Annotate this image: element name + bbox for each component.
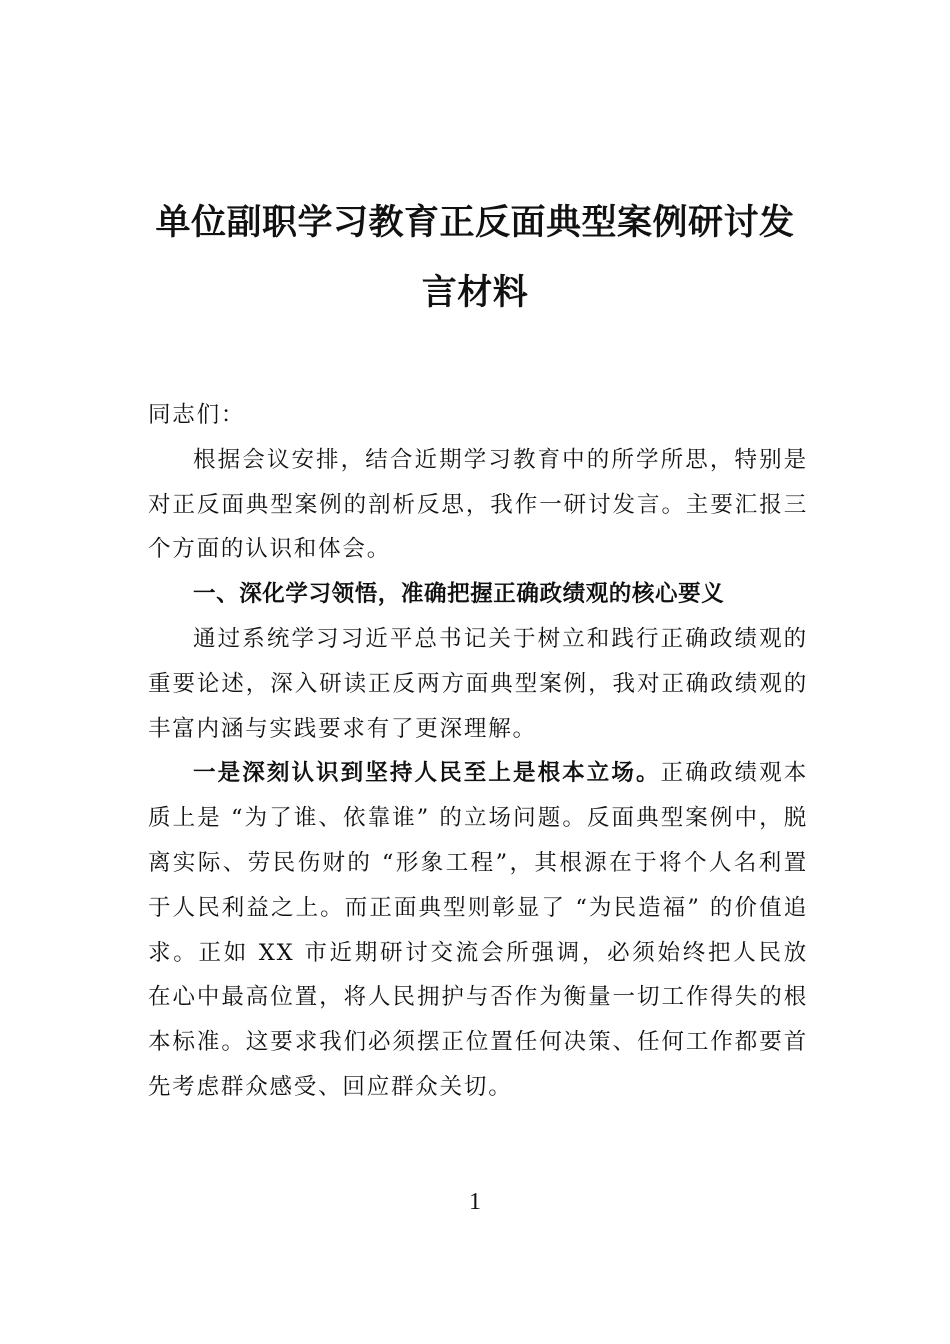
document-body (148, 393, 808, 1110)
document-title (145, 188, 805, 328)
title-line-1: 单位副职学习教育正反面典型案例研讨发 (155, 202, 795, 243)
point-1-lead: 一是深刻认识到坚持人民至上是根本立场。 (193, 760, 661, 787)
point-1-text: 正确政绩观本质上是 “为了谁、依靠谁” 的立场问题。反面典型案例中，脱离实际、劳民伤财的 “形象工程”，其根源在于将个人名利置于人民利益之上。而正面典型则彰显了 “为民造福” 的价值追求。正如 XX 市近期研讨交流会所强调，必须始终把人民放在心中最高位置，将人民拥护与否作为衡量一切工作得失的根本标准。这要求我们必须摆正位置任何决策、任何工作都要首先考虑群众感受、回应群众关切。 (148, 760, 809, 1100)
intro-paragraph: 根据会议安排，结合近期学习教育中的所学所思，特别是对正反面典型案例的剖析反思，我作一研讨发言。主要汇报三个方面的认识和体会。 (148, 446, 808, 563)
title-line-2: 言材料 (421, 272, 529, 313)
section-1-paragraph: 通过系统学习习近平总书记关于树立和践行正确政绩观的重要论述，深入研读正反两方面典型案例，我对正确政绩观的丰富内涵与实践要求有了更深理解。 (148, 625, 808, 742)
salutation: 同志们： (148, 402, 246, 428)
page-number: 1 (469, 1189, 481, 1215)
point-1-paragraph (148, 751, 808, 1109)
section-1-heading: 一、深化学习领悟，准确把握正确政绩观的核心要义 (193, 581, 725, 608)
